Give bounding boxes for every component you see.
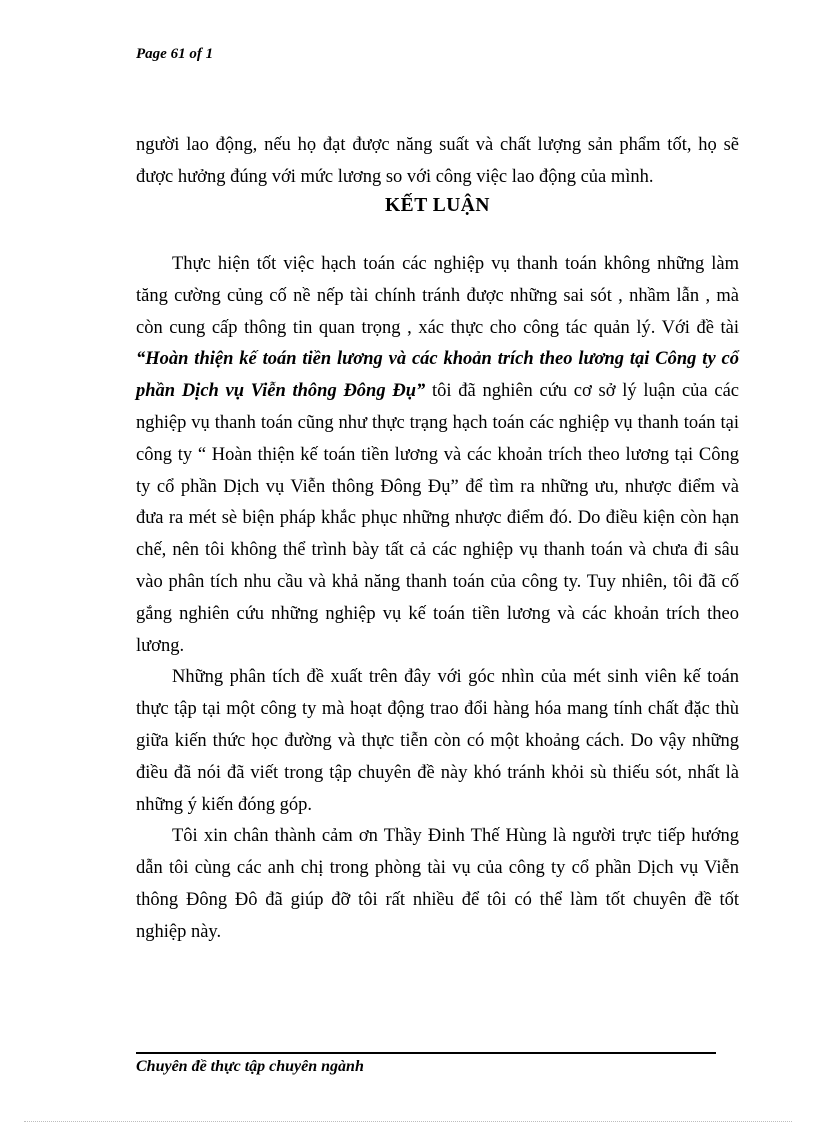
footer-divider [136, 1052, 716, 1054]
paragraph-1-text-b: tôi đã nghiên cứu cơ sở lý luận của các nghiệp vụ thanh toán cũng như thực trạng hạch toán các nghiệp vụ thanh toán tại công ty “ Hoàn thiện kế toán tiền lương và các khoản trích theo lương tại Công ty cổ phần Dịch vụ Viễn thông Đông Đụ” để tìm ra những ưu, nhược điểm và đưa ra mét sè biện pháp khắc phục những nhược điểm đó. Do điều kiện còn hạn chế, nên tôi không thể trình bày tất cả các nghiệp vụ thanh toán và chưa đi sâu vào phân tích nhu cầu và khả năng thanh toán của công ty. Tuy nhiên, tôi đã cố gắng nghiên cứu những nghiệp vụ kế toán tiền lương và các khoản trích theo lương. [136, 381, 739, 656]
page-header: Page 61 of 1 [136, 46, 214, 62]
footer-label: Chuyên đề thực tập chuyên ngành [136, 1058, 364, 1075]
intro-paragraph: người lao động, nếu họ đạt được năng suất và chất lượng sản phẩm tốt, họ sẽ được hưởng đúng với mức lương so với công việc lao động của mình. [136, 135, 739, 187]
paragraph-1-text-a: Thực hiện tốt việc hạch toán các nghiệp vụ thanh toán không những làm tăng cường củng cố nề nếp tài chính tránh được những sai sót , nhầm lẫn , mà còn cung cấp thông tin quan trọng , xác thực cho công tác quản lý. Với đề tài [136, 254, 739, 338]
conclusion-paragraph-2: Những phân tích đề xuất trên đây với góc nhìn của mét sinh viên kế toán thực tập tại một công ty mà hoạt động trao đổi hàng hóa mang tính chất đặc thù giữa kiến thức học đường và thực tiễn còn có một khoảng cách. Do vậy những điều đã nói đã viết trong tập chuyên đề này khó tránh khỏi sù thiếu sót, nhất là những ý kiến đóng góp. [136, 667, 739, 815]
page-boundary-line [24, 1121, 792, 1122]
section-title: KẾT LUẬN [385, 195, 490, 216]
thesis-title-emphasis: “Hoàn thiện kế toán tiền lương và các khoản trích theo lương tại Công ty cổ phần Dịch vụ Viễn thông Đông Đụ” [136, 349, 739, 402]
conclusion-body [136, 249, 739, 949]
conclusion-paragraph-1 [136, 249, 739, 662]
conclusion-paragraph-3: Tôi xin chân thành cảm ơn Thầy Đinh Thế Hùng là người trực tiếp hướng dẫn tôi cùng các anh chị trong phòng tài vụ của công ty cổ phần Dịch vụ Viễn thông Đông Đô đã giúp đỡ tôi rất nhiều để tôi có thể làm tốt chuyên đề tốt nghiệp này. [136, 826, 739, 942]
intro-block [136, 130, 739, 194]
